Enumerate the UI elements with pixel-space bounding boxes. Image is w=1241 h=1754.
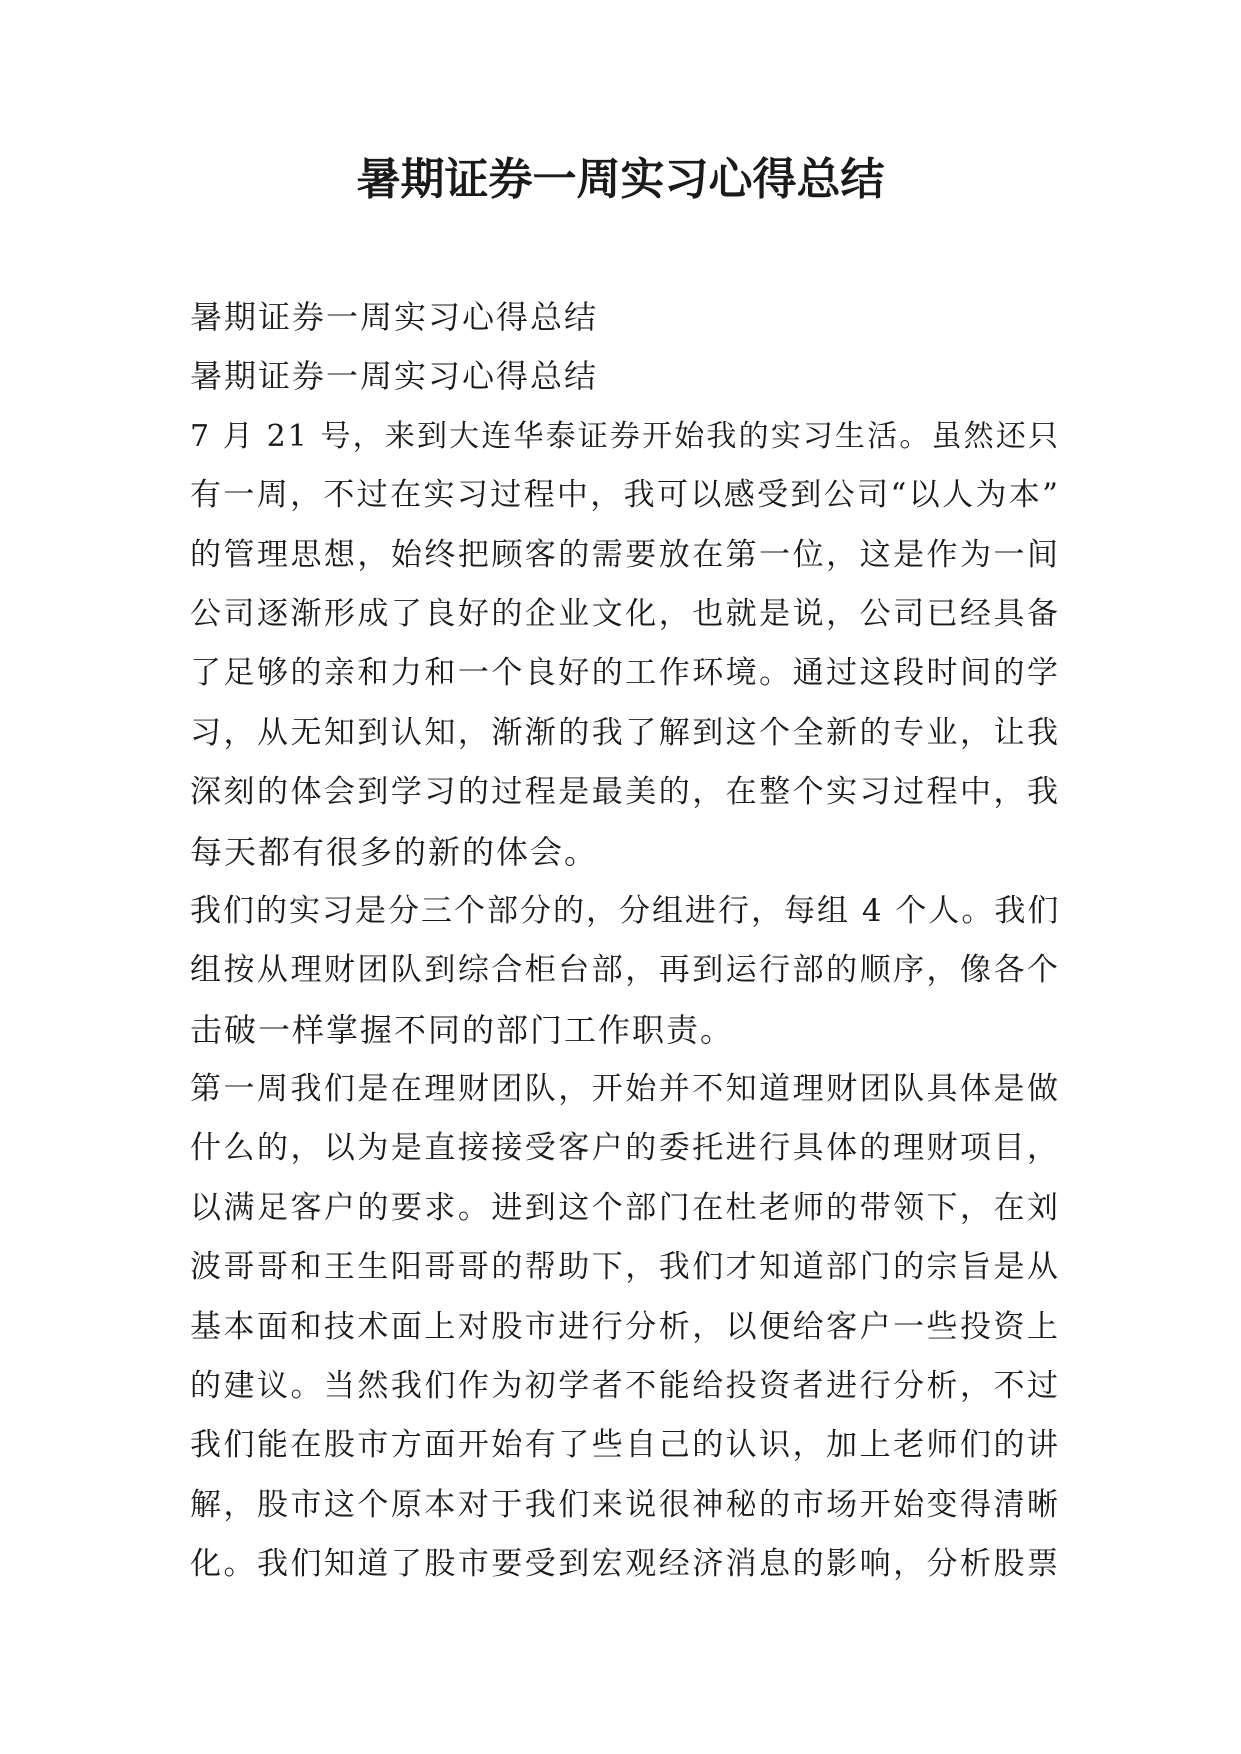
document-title: 暑期证券一周实习心得总结 — [356, 154, 885, 205]
paragraph-line: 波哥哥和王生阳哥哥的帮助下，我们才知道部门的宗旨是从 — [190, 1249, 1060, 1286]
paragraph-line: 了足够的亲和力和一个良好的工作环境。通过这段时间的学 — [190, 655, 1060, 692]
paragraph-line: 以满足客户的要求。进到这个部门在杜老师的带领下，在刘 — [190, 1189, 1060, 1226]
paragraph-line: 我们能在股市方面开始有了些自己的认识，加上老师们的讲 — [190, 1427, 1060, 1464]
paragraph-line: 第一周我们是在理财团队，开始并不知道理财团队具体是做 — [190, 1071, 1060, 1108]
paragraph-line: 组按从理财团队到综合柜台部，再到运行部的顺序，像各个 — [190, 952, 1060, 989]
paragraph-line: 基本面和技术面上对股市进行分析，以便给客户一些投资上 — [190, 1308, 1060, 1345]
paragraph-line: 解，股市这个原本对于我们来说很神秘的市场开始变得清晰 — [190, 1486, 1060, 1523]
document-body — [190, 288, 1060, 1595]
paragraph-line: 习，从无知到认知，渐渐的我了解到这个全新的专业，让我 — [190, 714, 1060, 751]
heading-line: 暑期证券一周实习心得总结 — [190, 298, 599, 336]
paragraph-line: 击破一样掌握不同的部门工作职责。 — [190, 1010, 735, 1049]
paragraph-line: 我们的实习是分三个部分的，分组进行，每组 4 个人。我们 — [190, 892, 1061, 929]
paragraph-line: 7 月 21 号，来到大连华泰证券开始我的实习生活。虽然还只 — [190, 418, 1060, 454]
paragraph-line: 深刻的体会到学习的过程是最美的，在整个实习过程中，我 — [190, 774, 1060, 811]
paragraph-line: 的管理思想，始终把顾客的需要放在第一位，这是作为一间 — [190, 536, 1060, 573]
heading-line: 暑期证券一周实习心得总结 — [190, 357, 599, 396]
paragraph-line: 什么的，以为是直接接受客户的委托进行具体的理财项目， — [190, 1130, 1060, 1167]
paragraph-line: 化。我们知道了股市要受到宏观经济消息的影响，分析股票 — [190, 1546, 1060, 1583]
paragraph-line: 的建议。当然我们作为初学者不能给投资者进行分析，不过 — [190, 1368, 1060, 1405]
paragraph-line: 公司逐渐形成了良好的企业文化，也就是说，公司已经具备 — [190, 595, 1060, 632]
paragraph-line: 有一周，不过在实习过程中，我可以感受到公司“以人为本” — [190, 477, 1060, 514]
paragraph-line: 每天都有很多的新的体会。 — [190, 832, 599, 871]
